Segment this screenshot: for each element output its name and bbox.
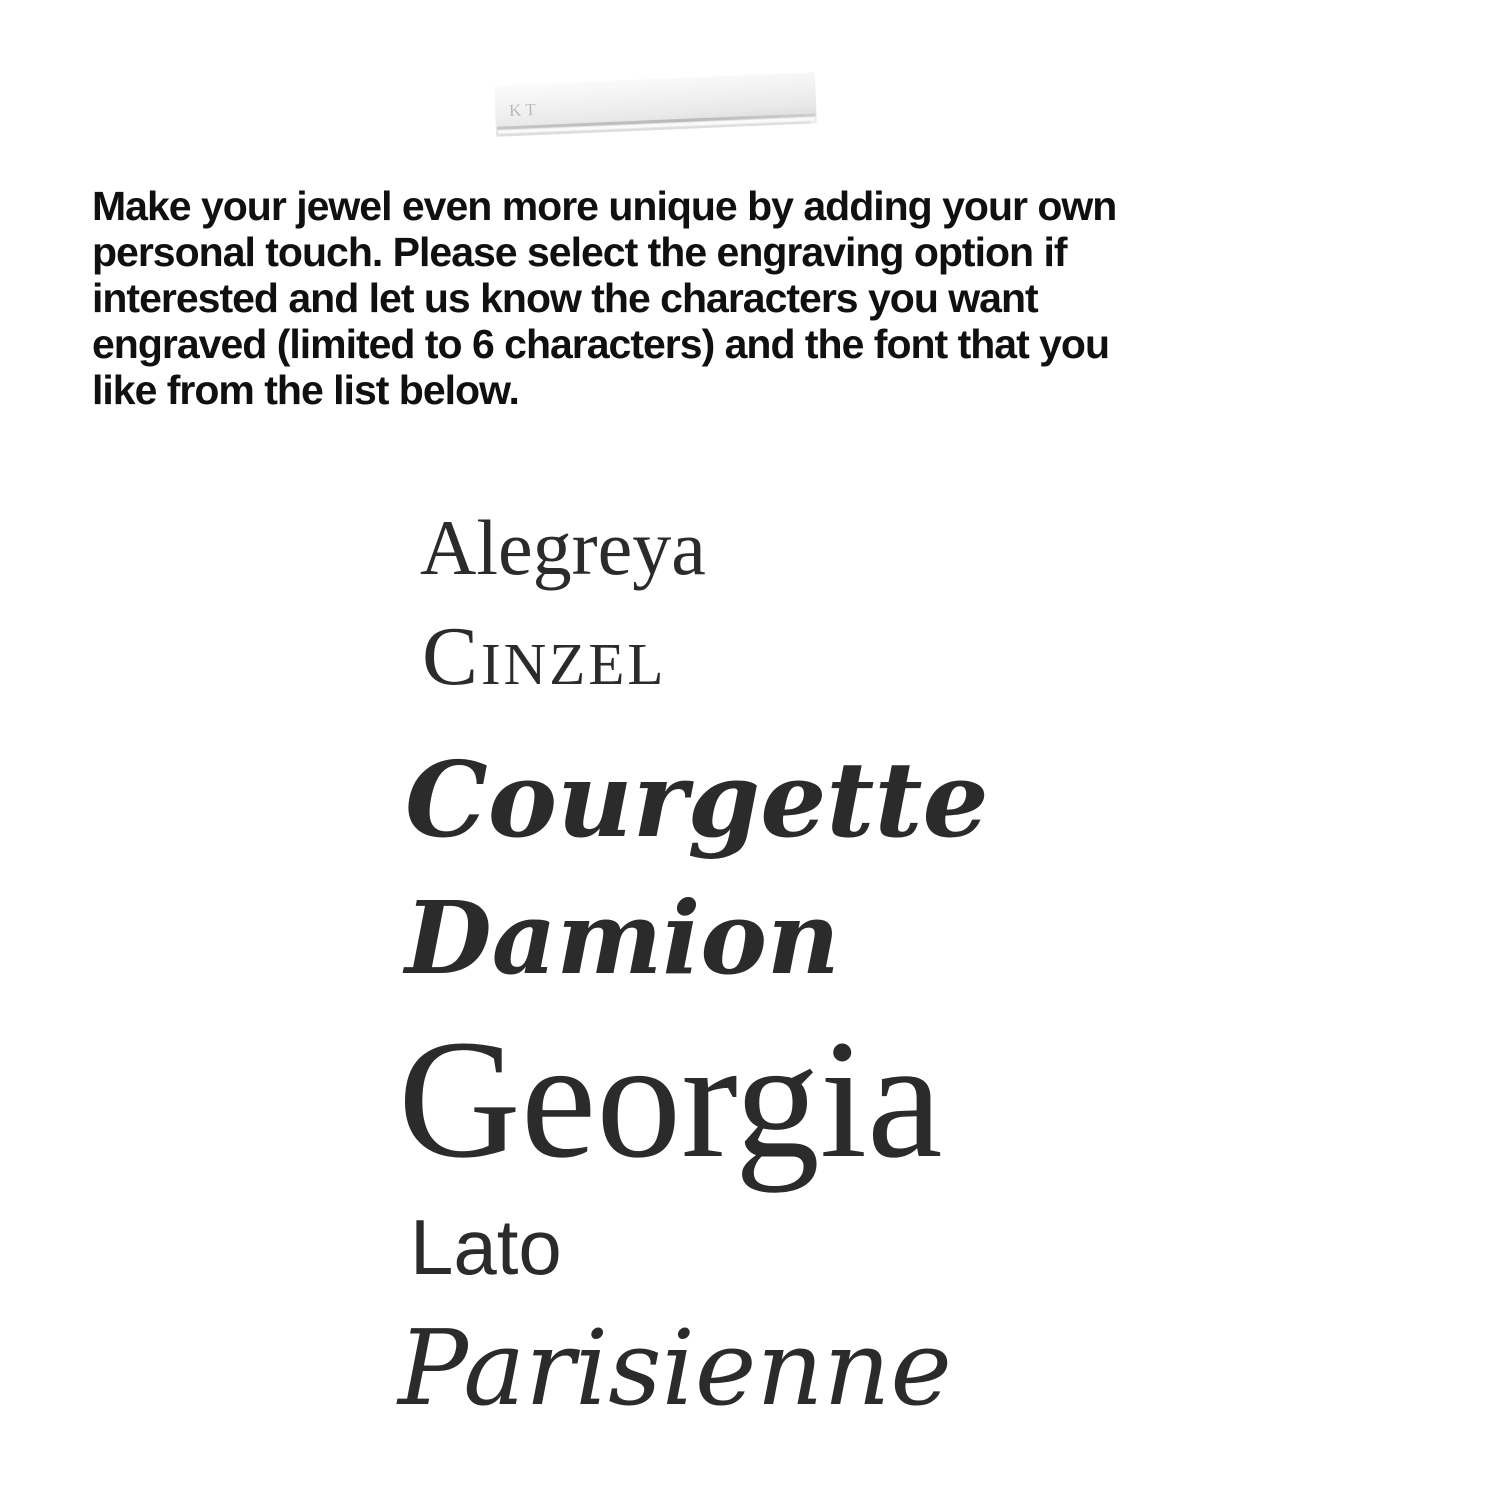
engraving-instructions (92, 183, 1452, 413)
font-option-damion: Damion (405, 879, 840, 997)
font-option-courgette: Courgette (405, 738, 989, 861)
instructions-line: like from the list below. (92, 367, 519, 413)
engraving-sample-text: KT (508, 99, 541, 121)
instructions-line: personal touch. Please select the engraving option if (92, 229, 1067, 275)
instructions-line: Make your jewel even more unique by adding your own (92, 183, 1117, 229)
font-option-georgia: Georgia (398, 1005, 943, 1193)
font-option-lato: Lato (410, 1203, 562, 1291)
instructions-line: interested and let us know the characters you want (92, 275, 1038, 321)
jewelry-bar-image (494, 71, 817, 136)
font-option-alegreya: Alegreya (420, 504, 706, 591)
instructions-line: engraved (limited to 6 characters) and the font that you (92, 321, 1110, 367)
font-option-cinzel: Cinzel (422, 610, 667, 703)
font-option-parisienne: Parisienne (398, 1307, 952, 1429)
